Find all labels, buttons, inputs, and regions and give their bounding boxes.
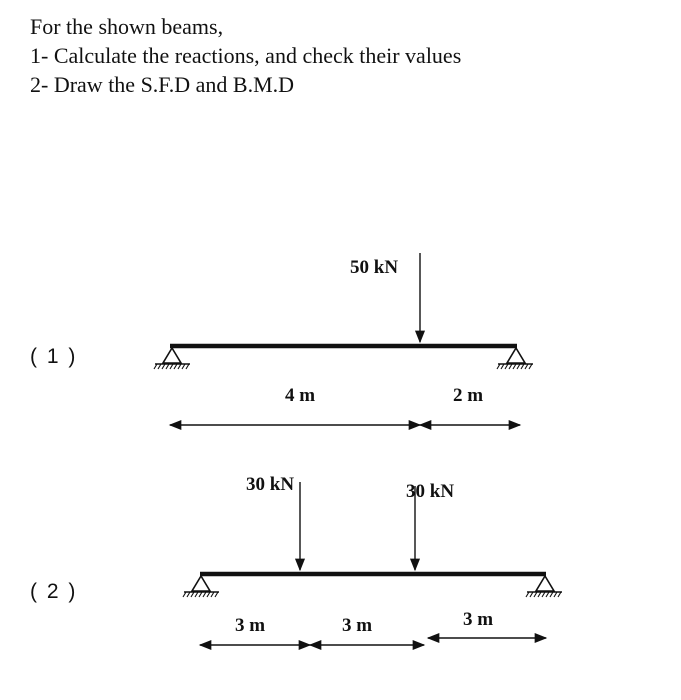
- task-1-line: 1- Calculate the reactions, and check their values: [30, 43, 462, 68]
- beam-2-span-c-label: 3 m: [463, 609, 494, 630]
- beam-1-load-label: 50 kN: [350, 257, 399, 278]
- beam-1-label: ( 1 ): [30, 345, 78, 368]
- beam-2-label: ( 2 ): [30, 580, 78, 603]
- task-2-line: 2- Draw the S.F.D and B.M.D: [30, 72, 295, 97]
- beam-2-load-a-label: 30 kN: [246, 474, 295, 495]
- intro-line: For the shown beams,: [30, 14, 224, 39]
- beam-1-span-b-label: 2 m: [453, 385, 484, 406]
- beam-2-span-b-label: 3 m: [342, 615, 373, 636]
- beam-2-left-pin-support: [183, 576, 219, 597]
- beam-1: [154, 253, 533, 425]
- beam-1-span-a-label: 4 m: [285, 385, 316, 406]
- beam-2-span-a-label: 3 m: [235, 615, 266, 636]
- beam-2-load-b-label: 30 kN: [406, 481, 455, 502]
- beam-2: [183, 474, 562, 645]
- beam-1-right-pin-support: [497, 348, 533, 369]
- beam-1-left-pin-support: [154, 348, 190, 369]
- beam-2-right-pin-support: [526, 576, 562, 597]
